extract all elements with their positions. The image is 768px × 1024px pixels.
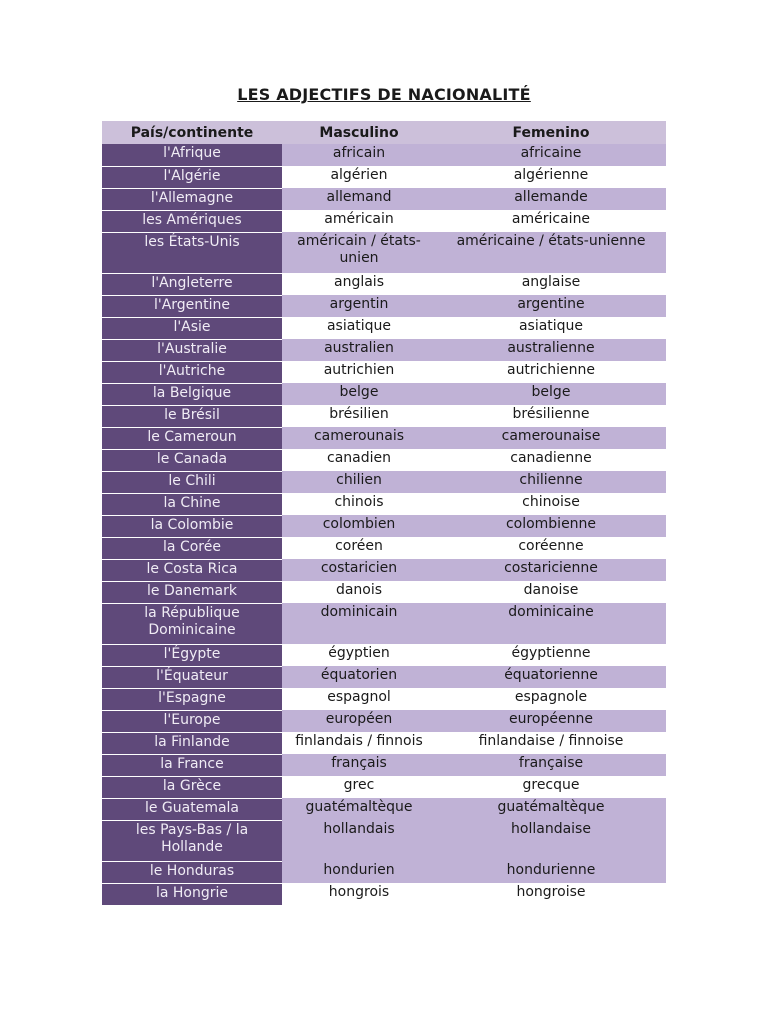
table-row — [102, 515, 666, 537]
masculine-cell: asiatique — [282, 317, 436, 339]
table-row — [102, 559, 666, 581]
feminine-cell: africaine — [436, 144, 666, 166]
country-cell: le Canada — [102, 449, 282, 471]
country-cell: les Pays-Bas / la Hollande — [102, 820, 282, 861]
feminine-cell: allemande — [436, 188, 666, 210]
country-cell: la Corée — [102, 537, 282, 559]
masculine-cell: belge — [282, 383, 436, 405]
country-cell: la France — [102, 754, 282, 776]
table-row — [102, 603, 666, 644]
country-cell: le Cameroun — [102, 427, 282, 449]
header-feminine: Femenino — [436, 121, 666, 144]
header-country: País/continente — [102, 121, 282, 144]
table-header-row — [102, 121, 666, 144]
masculine-cell: canadien — [282, 449, 436, 471]
country-cell: la Chine — [102, 493, 282, 515]
country-cell: l'Angleterre — [102, 273, 282, 295]
feminine-cell: guatémaltèque — [436, 798, 666, 820]
table-row — [102, 273, 666, 295]
country-cell: la Belgique — [102, 383, 282, 405]
country-cell: l'Équateur — [102, 666, 282, 688]
masculine-cell: danois — [282, 581, 436, 603]
country-cell: l'Europe — [102, 710, 282, 732]
feminine-cell: danoise — [436, 581, 666, 603]
table-row — [102, 449, 666, 471]
masculine-cell: américain — [282, 210, 436, 232]
country-cell: l'Allemagne — [102, 188, 282, 210]
masculine-cell: australien — [282, 339, 436, 361]
country-cell: le Brésil — [102, 405, 282, 427]
feminine-cell: belge — [436, 383, 666, 405]
feminine-cell: algérienne — [436, 166, 666, 188]
country-cell: le Guatemala — [102, 798, 282, 820]
feminine-cell: coréenne — [436, 537, 666, 559]
table-row — [102, 144, 666, 166]
table-row — [102, 317, 666, 339]
country-cell: les États-Unis — [102, 232, 282, 273]
country-cell: la République Dominicaine — [102, 603, 282, 644]
feminine-cell: égyptienne — [436, 644, 666, 666]
country-cell: l'Algérie — [102, 166, 282, 188]
masculine-cell: équatorien — [282, 666, 436, 688]
table-row — [102, 688, 666, 710]
masculine-cell: égyptien — [282, 644, 436, 666]
table-row — [102, 883, 666, 905]
masculine-cell: camerounais — [282, 427, 436, 449]
feminine-cell: française — [436, 754, 666, 776]
country-cell: l'Autriche — [102, 361, 282, 383]
masculine-cell: hongrois — [282, 883, 436, 905]
country-cell: le Honduras — [102, 861, 282, 883]
masculine-cell: coréen — [282, 537, 436, 559]
table-row — [102, 383, 666, 405]
masculine-cell: européen — [282, 710, 436, 732]
feminine-cell: américaine / états-unienne — [436, 232, 666, 273]
masculine-cell: chilien — [282, 471, 436, 493]
feminine-cell: finlandaise / finnoise — [436, 732, 666, 754]
table-row — [102, 427, 666, 449]
masculine-cell: brésilien — [282, 405, 436, 427]
feminine-cell: équatorienne — [436, 666, 666, 688]
header-masculine: Masculino — [282, 121, 436, 144]
masculine-cell: espagnol — [282, 688, 436, 710]
table-row — [102, 776, 666, 798]
feminine-cell: canadienne — [436, 449, 666, 471]
table-row — [102, 732, 666, 754]
country-cell: l'Argentine — [102, 295, 282, 317]
country-cell: l'Espagne — [102, 688, 282, 710]
table-row — [102, 188, 666, 210]
country-cell: l'Égypte — [102, 644, 282, 666]
feminine-cell: costaricienne — [436, 559, 666, 581]
table-row — [102, 820, 666, 861]
country-cell: l'Afrique — [102, 144, 282, 166]
masculine-cell: hondurien — [282, 861, 436, 883]
table-row — [102, 339, 666, 361]
country-cell: la Grèce — [102, 776, 282, 798]
table-row — [102, 581, 666, 603]
masculine-cell: autrichien — [282, 361, 436, 383]
country-cell: la Colombie — [102, 515, 282, 537]
feminine-cell: hondurienne — [436, 861, 666, 883]
country-cell: les Amériques — [102, 210, 282, 232]
masculine-cell: algérien — [282, 166, 436, 188]
feminine-cell: hollandaise — [436, 820, 666, 861]
feminine-cell: australienne — [436, 339, 666, 361]
feminine-cell: américaine — [436, 210, 666, 232]
feminine-cell: brésilienne — [436, 405, 666, 427]
feminine-cell: anglaise — [436, 273, 666, 295]
masculine-cell: grec — [282, 776, 436, 798]
table-row — [102, 295, 666, 317]
country-cell: le Danemark — [102, 581, 282, 603]
country-cell: l'Australie — [102, 339, 282, 361]
nationality-table — [102, 121, 666, 906]
feminine-cell: asiatique — [436, 317, 666, 339]
masculine-cell: américain / états-unien — [282, 232, 436, 273]
feminine-cell: camerounaise — [436, 427, 666, 449]
table-row — [102, 537, 666, 559]
document-title: LES ADJECTIFS DE NACIONALITÉ — [237, 85, 531, 104]
table-row — [102, 861, 666, 883]
feminine-cell: argentine — [436, 295, 666, 317]
table-row — [102, 210, 666, 232]
masculine-cell: dominicain — [282, 603, 436, 644]
masculine-cell: anglais — [282, 273, 436, 295]
table-row — [102, 754, 666, 776]
country-cell: l'Asie — [102, 317, 282, 339]
feminine-cell: chinoise — [436, 493, 666, 515]
masculine-cell: argentin — [282, 295, 436, 317]
masculine-cell: français — [282, 754, 436, 776]
feminine-cell: chilienne — [436, 471, 666, 493]
feminine-cell: autrichienne — [436, 361, 666, 383]
masculine-cell: africain — [282, 144, 436, 166]
table-row — [102, 471, 666, 493]
feminine-cell: grecque — [436, 776, 666, 798]
masculine-cell: hollandais — [282, 820, 436, 861]
table-row — [102, 644, 666, 666]
feminine-cell: européenne — [436, 710, 666, 732]
feminine-cell: colombienne — [436, 515, 666, 537]
country-cell: le Chili — [102, 471, 282, 493]
table-row — [102, 710, 666, 732]
country-cell: la Hongrie — [102, 883, 282, 905]
masculine-cell: finlandais / finnois — [282, 732, 436, 754]
masculine-cell: allemand — [282, 188, 436, 210]
feminine-cell: hongroise — [436, 883, 666, 905]
country-cell: la Finlande — [102, 732, 282, 754]
country-cell: le Costa Rica — [102, 559, 282, 581]
feminine-cell: dominicaine — [436, 603, 666, 644]
masculine-cell: colombien — [282, 515, 436, 537]
masculine-cell: chinois — [282, 493, 436, 515]
table-row — [102, 232, 666, 273]
masculine-cell: guatémaltèque — [282, 798, 436, 820]
feminine-cell: espagnole — [436, 688, 666, 710]
table-row — [102, 798, 666, 820]
table-row — [102, 405, 666, 427]
table-row — [102, 666, 666, 688]
table-row — [102, 493, 666, 515]
masculine-cell: costaricien — [282, 559, 436, 581]
table-row — [102, 166, 666, 188]
table-row — [102, 361, 666, 383]
